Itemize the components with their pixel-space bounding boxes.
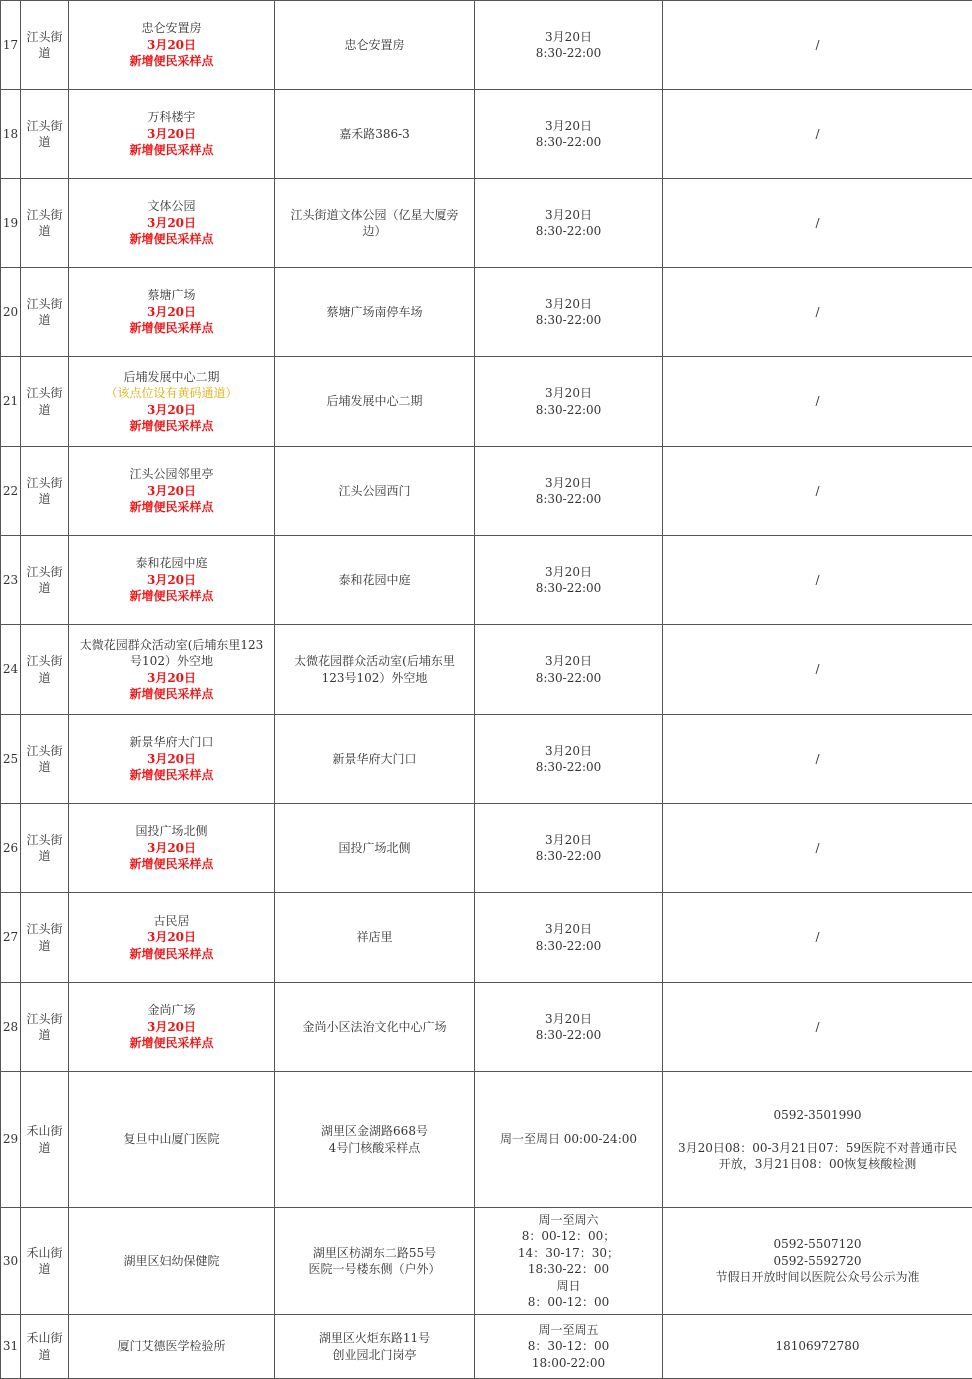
new-site-label: 新增便民采样点 xyxy=(72,231,271,248)
hours-line: 周日 xyxy=(478,1278,659,1295)
contact-cell xyxy=(663,1,972,90)
address-line: 泰和花园中庭 xyxy=(278,572,471,589)
address-cell xyxy=(275,804,475,893)
hours-cell xyxy=(475,357,663,447)
address-line: 嘉禾路386-3 xyxy=(278,126,471,143)
yellow-code-note: （该点位设有黄码通道） xyxy=(72,385,271,402)
street-cell: 江头街道 xyxy=(21,179,69,268)
street-cell: 禾山街道 xyxy=(21,1208,69,1315)
added-date-label: 3月20日 xyxy=(72,1019,271,1036)
hours-cell xyxy=(475,1,663,90)
contact-cell xyxy=(663,447,972,536)
site-name-line: 号102）外空地 xyxy=(72,653,271,670)
table-row xyxy=(1,357,972,447)
address-line: 江头公园西门 xyxy=(278,483,471,500)
added-date-label: 3月20日 xyxy=(72,126,271,143)
table-row xyxy=(1,893,972,983)
site-name-cell xyxy=(69,179,275,268)
address-cell xyxy=(275,715,475,804)
table-row xyxy=(1,1315,972,1379)
site-name-line: 泰和花园中庭 xyxy=(72,555,271,572)
site-name-line: 湖里区妇幼保健院 xyxy=(72,1253,271,1270)
address-line: 湖里区金湖路668号 xyxy=(278,1123,471,1140)
hours-cell xyxy=(475,983,663,1072)
contact-cell xyxy=(663,536,972,625)
address-cell xyxy=(275,1072,475,1208)
hours-line: 8:30-22:00 xyxy=(478,402,659,419)
contact-cell xyxy=(663,804,972,893)
street-cell: 江头街道 xyxy=(21,715,69,804)
street-cell: 禾山街道 xyxy=(21,1315,69,1379)
row-number-cell: 20 xyxy=(1,268,21,357)
hours-cell xyxy=(475,536,663,625)
hours-line: 8:30-22:00 xyxy=(478,759,659,776)
row-number-cell: 25 xyxy=(1,715,21,804)
hours-line: 8:30-22:00 xyxy=(478,223,659,240)
site-name-cell xyxy=(69,983,275,1072)
hours-cell xyxy=(475,1315,663,1379)
added-date-label: 3月20日 xyxy=(72,304,271,321)
new-site-label: 新增便民采样点 xyxy=(72,856,271,873)
contact-line xyxy=(666,1123,969,1140)
address-line: 忠仑安置房 xyxy=(278,37,471,54)
table-row xyxy=(1,625,972,715)
new-site-label: 新增便民采样点 xyxy=(72,946,271,963)
row-number-cell: 26 xyxy=(1,804,21,893)
contact-line: / xyxy=(666,661,969,678)
site-name-cell xyxy=(69,1,275,90)
hours-cell xyxy=(475,893,663,983)
site-name-cell xyxy=(69,90,275,179)
row-number-cell: 28 xyxy=(1,983,21,1072)
table-row xyxy=(1,1,972,90)
hours-line: 周一至周六 xyxy=(478,1212,659,1229)
added-date-label: 3月20日 xyxy=(72,483,271,500)
row-number-cell: 21 xyxy=(1,357,21,447)
hours-line: 18:30-22：00 xyxy=(478,1261,659,1278)
hours-cell xyxy=(475,447,663,536)
site-name-cell xyxy=(69,447,275,536)
site-name-line: 复旦中山厦门医院 xyxy=(72,1131,271,1148)
site-name-cell xyxy=(69,715,275,804)
site-name-cell xyxy=(69,625,275,715)
address-cell xyxy=(275,1315,475,1379)
hours-cell xyxy=(475,90,663,179)
hours-cell xyxy=(475,625,663,715)
contact-cell xyxy=(663,1208,972,1315)
site-name-cell xyxy=(69,1208,275,1315)
contact-line: / xyxy=(666,572,969,589)
hours-line: 3月20日 xyxy=(478,29,659,46)
hours-line: 8:30-22:00 xyxy=(478,134,659,151)
new-site-label: 新增便民采样点 xyxy=(72,588,271,605)
hours-line: 8:30-22:00 xyxy=(478,312,659,329)
address-line: 湖里区火炬东路11号 xyxy=(278,1330,471,1347)
new-site-label: 新增便民采样点 xyxy=(72,1035,271,1052)
contact-cell xyxy=(663,179,972,268)
contact-line: / xyxy=(666,751,969,768)
contact-line: / xyxy=(666,1019,969,1036)
hours-line: 3月20日 xyxy=(478,653,659,670)
new-site-label: 新增便民采样点 xyxy=(72,767,271,784)
added-date-label: 3月20日 xyxy=(72,751,271,768)
added-date-label: 3月20日 xyxy=(72,670,271,687)
table-row xyxy=(1,447,972,536)
hours-line: 周一至周日 00:00-24:00 xyxy=(478,1131,659,1148)
hours-line: 3月20日 xyxy=(478,1011,659,1028)
row-number-cell: 22 xyxy=(1,447,21,536)
site-name-line: 文体公园 xyxy=(72,198,271,215)
address-line: 边） xyxy=(278,223,471,240)
hours-line: 8：30-12：00 xyxy=(478,1338,659,1355)
contact-line: 节假日开放时间以医院公众号公示为准 xyxy=(666,1269,969,1286)
contact-line: 开放，3月21日08：00恢复核酸检测 xyxy=(666,1156,969,1173)
added-date-label: 3月20日 xyxy=(72,572,271,589)
hours-line: 3月20日 xyxy=(478,385,659,402)
address-cell xyxy=(275,268,475,357)
hours-line: 3月20日 xyxy=(478,921,659,938)
row-number-cell: 30 xyxy=(1,1208,21,1315)
contact-cell xyxy=(663,1315,972,1379)
hours-line: 8:30-22:00 xyxy=(478,45,659,62)
hours-line: 8:30-22:00 xyxy=(478,848,659,865)
site-name-cell xyxy=(69,268,275,357)
hours-line: 3月20日 xyxy=(478,296,659,313)
hours-cell xyxy=(475,804,663,893)
site-name-line: 万科楼宇 xyxy=(72,109,271,126)
address-cell xyxy=(275,893,475,983)
address-line: 金尚小区法治文化中心广场 xyxy=(278,1019,471,1036)
row-number-cell: 31 xyxy=(1,1315,21,1379)
site-name-cell xyxy=(69,536,275,625)
street-cell: 江头街道 xyxy=(21,90,69,179)
site-name-line: 江头公园邻里亭 xyxy=(72,466,271,483)
street-cell: 江头街道 xyxy=(21,804,69,893)
contact-line: 0592-5592720 xyxy=(666,1253,969,1270)
address-line: 祥店里 xyxy=(278,929,471,946)
street-cell: 江头街道 xyxy=(21,983,69,1072)
address-line: 江头街道文体公园（亿星大厦旁 xyxy=(278,207,471,224)
address-line: 新景华府大门口 xyxy=(278,751,471,768)
added-date-label: 3月20日 xyxy=(72,215,271,232)
hours-line: 3月20日 xyxy=(478,832,659,849)
row-number-cell: 24 xyxy=(1,625,21,715)
hours-line: 8:30-22:00 xyxy=(478,491,659,508)
site-name-line: 厦门艾德医学检验所 xyxy=(72,1338,271,1355)
address-line: 国投广场北侧 xyxy=(278,840,471,857)
hours-line: 3月20日 xyxy=(478,743,659,760)
site-name-line: 忠仑安置房 xyxy=(72,20,271,37)
address-line: 医院一号楼东侧（户外） xyxy=(278,1261,471,1278)
table-row xyxy=(1,983,972,1072)
street-cell: 江头街道 xyxy=(21,357,69,447)
address-line: 太微花园群众活动室(后埔东里 xyxy=(278,653,471,670)
table-row xyxy=(1,536,972,625)
row-number-cell: 18 xyxy=(1,90,21,179)
contact-line: / xyxy=(666,840,969,857)
site-name-line: 新景华府大门口 xyxy=(72,734,271,751)
address-cell xyxy=(275,90,475,179)
hours-line: 8:30-22:00 xyxy=(478,580,659,597)
street-cell: 江头街道 xyxy=(21,1,69,90)
new-site-label: 新增便民采样点 xyxy=(72,499,271,516)
hours-line: 8:30-22:00 xyxy=(478,670,659,687)
new-site-label: 新增便民采样点 xyxy=(72,686,271,703)
address-cell xyxy=(275,447,475,536)
hours-cell xyxy=(475,1072,663,1208)
site-name-cell xyxy=(69,1072,275,1208)
street-cell: 江头街道 xyxy=(21,447,69,536)
added-date-label: 3月20日 xyxy=(72,840,271,857)
table-row xyxy=(1,90,972,179)
contact-line: 18106972780 xyxy=(666,1338,969,1355)
hours-cell xyxy=(475,179,663,268)
hours-line: 8:30-22:00 xyxy=(478,938,659,955)
contact-cell xyxy=(663,893,972,983)
address-cell xyxy=(275,357,475,447)
row-number-cell: 19 xyxy=(1,179,21,268)
site-name-line: 后埔发展中心二期 xyxy=(72,369,271,386)
contact-line: / xyxy=(666,215,969,232)
contact-line: / xyxy=(666,483,969,500)
street-cell: 江头街道 xyxy=(21,893,69,983)
address-cell xyxy=(275,1208,475,1315)
hours-cell xyxy=(475,715,663,804)
hours-line: 8：00-12：00 xyxy=(478,1294,659,1311)
contact-cell xyxy=(663,1072,972,1208)
table-row xyxy=(1,804,972,893)
added-date-label: 3月20日 xyxy=(72,402,271,419)
hours-line: 3月20日 xyxy=(478,564,659,581)
table-row xyxy=(1,268,972,357)
contact-cell xyxy=(663,268,972,357)
hours-cell xyxy=(475,1208,663,1315)
address-line: 后埔发展中心二期 xyxy=(278,393,471,410)
row-number-cell: 17 xyxy=(1,1,21,90)
address-cell xyxy=(275,179,475,268)
new-site-label: 新增便民采样点 xyxy=(72,418,271,435)
site-name-line: 太微花园群众活动室(后埔东里123 xyxy=(72,637,271,654)
hours-line: 3月20日 xyxy=(478,118,659,135)
street-cell: 禾山街道 xyxy=(21,1072,69,1208)
table-row xyxy=(1,1072,972,1208)
contact-line: / xyxy=(666,304,969,321)
new-site-label: 新增便民采样点 xyxy=(72,142,271,159)
contact-line: 0592-5507120 xyxy=(666,1236,969,1253)
site-name-cell xyxy=(69,357,275,447)
row-number-cell: 23 xyxy=(1,536,21,625)
table-body xyxy=(1,1,972,1379)
street-cell: 江头街道 xyxy=(21,268,69,357)
new-site-label: 新增便民采样点 xyxy=(72,53,271,70)
hours-line: 8:30-22:00 xyxy=(478,1027,659,1044)
contact-line: / xyxy=(666,393,969,410)
contact-line: / xyxy=(666,929,969,946)
address-line: 创业园北门岗亭 xyxy=(278,1347,471,1364)
site-name-line: 国投广场北侧 xyxy=(72,823,271,840)
address-line: 123号102）外空地 xyxy=(278,670,471,687)
contact-line: 3月20日08：00-3月21日07：59医院不对普通市民 xyxy=(666,1140,969,1157)
hours-line: 8：00-12：00； xyxy=(478,1228,659,1245)
address-line: 蔡塘广场南停车场 xyxy=(278,304,471,321)
contact-cell xyxy=(663,357,972,447)
table-row xyxy=(1,715,972,804)
street-cell: 江头街道 xyxy=(21,536,69,625)
contact-cell xyxy=(663,983,972,1072)
hours-line: 14：30-17：30； xyxy=(478,1245,659,1262)
hours-line: 18:00-22:00 xyxy=(478,1355,659,1372)
site-name-cell xyxy=(69,804,275,893)
hours-line: 3月20日 xyxy=(478,207,659,224)
address-cell xyxy=(275,983,475,1072)
table-row xyxy=(1,179,972,268)
site-name-line: 古民居 xyxy=(72,913,271,930)
hours-line: 3月20日 xyxy=(478,475,659,492)
contact-line: / xyxy=(666,37,969,54)
site-name-line: 金尚广场 xyxy=(72,1002,271,1019)
street-cell: 江头街道 xyxy=(21,625,69,715)
contact-cell xyxy=(663,625,972,715)
added-date-label: 3月20日 xyxy=(72,37,271,54)
row-number-cell: 29 xyxy=(1,1072,21,1208)
site-name-line: 蔡塘广场 xyxy=(72,287,271,304)
added-date-label: 3月20日 xyxy=(72,929,271,946)
contact-cell xyxy=(663,715,972,804)
hours-cell xyxy=(475,268,663,357)
contact-line: 0592-3501990 xyxy=(666,1107,969,1124)
contact-cell xyxy=(663,90,972,179)
site-name-cell xyxy=(69,1315,275,1379)
table-row xyxy=(1,1208,972,1315)
address-cell xyxy=(275,625,475,715)
address-line: 湖里区枋湖东二路55号 xyxy=(278,1245,471,1262)
address-cell xyxy=(275,1,475,90)
new-site-label: 新增便民采样点 xyxy=(72,320,271,337)
hours-line: 周一至周五 xyxy=(478,1322,659,1339)
address-line: 4号门核酸采样点 xyxy=(278,1140,471,1157)
address-cell xyxy=(275,536,475,625)
site-name-cell xyxy=(69,893,275,983)
contact-line: / xyxy=(666,126,969,143)
row-number-cell: 27 xyxy=(1,893,21,983)
